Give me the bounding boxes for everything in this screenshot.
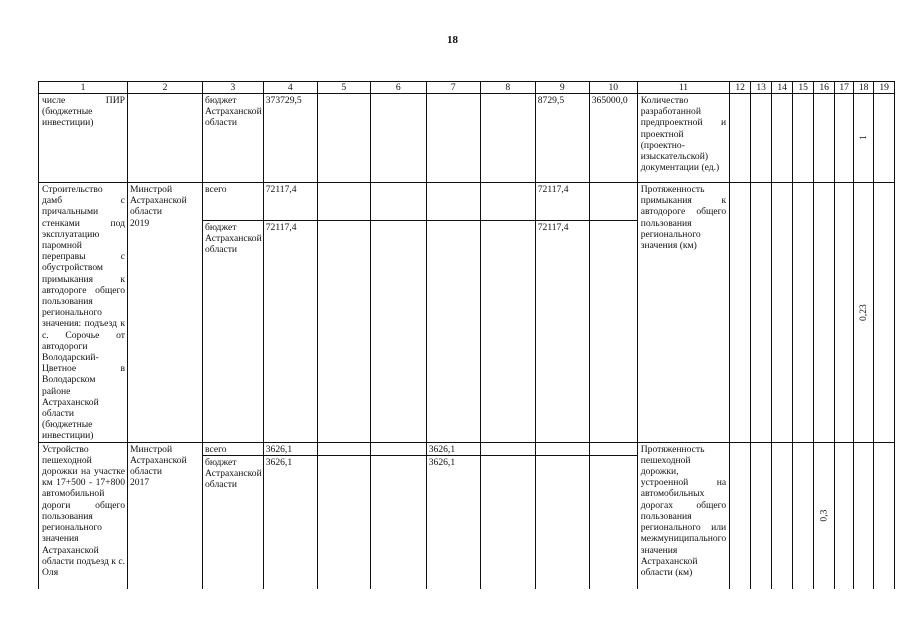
col-header-14: 14 (772, 82, 793, 94)
responsible-org: Минстрой Астраханской области (130, 184, 187, 218)
col-header-2: 2 (128, 82, 203, 94)
indicator-col18-cell (854, 183, 874, 443)
amount-col8-cell (480, 220, 535, 442)
col-header-4: 4 (263, 82, 317, 94)
indicator-col16-cell (814, 183, 835, 443)
amount-col7-cell: 3626,1 (426, 442, 480, 455)
col-header-15: 15 (793, 82, 814, 94)
indicator-col19-cell (874, 442, 895, 589)
indicator-col16-cell (814, 442, 835, 589)
amount-col7-cell: 3626,1 (426, 455, 480, 589)
col-header-1: 1 (39, 82, 128, 94)
indicator-col17-cell (835, 94, 854, 183)
funding-source-cell: бюджет Астраханской области (203, 455, 264, 589)
indicator-col12-cell (730, 94, 751, 183)
indicator-col18-value: 1 (858, 135, 870, 141)
amount-col9-cell (535, 455, 589, 589)
amount-col4-cell: 3626,1 (263, 455, 317, 589)
amount-col5-cell (317, 220, 370, 442)
funding-source-cell: бюджет Астраханской области (203, 220, 264, 442)
amount-col4-cell: 3626,1 (263, 442, 317, 455)
indicator-col17-cell (835, 442, 854, 589)
indicator-col14-cell (772, 94, 793, 183)
indicator-col19-cell (874, 94, 895, 183)
amount-col6-cell (370, 442, 426, 455)
table-row (39, 183, 895, 221)
amount-col7-cell (426, 94, 480, 183)
indicator-col15-cell (793, 183, 814, 443)
amount-col6-cell (370, 183, 426, 221)
col-header-7: 7 (426, 82, 480, 94)
amount-col7-cell (426, 220, 480, 442)
col-header-6: 6 (370, 82, 426, 94)
amount-col9-cell: 72117,4 (535, 183, 589, 221)
indicator-col15-cell (793, 442, 814, 589)
amount-col5-cell (317, 455, 370, 589)
measure-name-cell: Устройство пешеходной дорожки на участке км 17+500 - 17+800 автомобильной дороги общего пользования регионального значения Астраханской области подъезд к с. Оля (39, 442, 128, 589)
indicator-col19-cell (874, 183, 895, 443)
indicator-col16-cell (814, 94, 835, 183)
indicator-col17-cell (835, 183, 854, 443)
indicator-col18-value: 0,23 (858, 303, 870, 321)
col-header-12: 12 (730, 82, 751, 94)
indicator-col13-cell (751, 442, 772, 589)
amount-col8-cell (480, 455, 535, 589)
indicator-col12-cell (730, 442, 751, 589)
indicator-cell: Протяженность пешеходной дорожки, устроенной на автомобильных дорогах общего пользования регионального или межмуниципального значения Астраханской области (км) (637, 442, 729, 589)
funding-source-cell: всего (203, 442, 264, 455)
indicator-col16-value: 0,3 (818, 510, 830, 523)
table-row (39, 442, 895, 455)
amount-col8-cell (480, 94, 535, 183)
amount-col8-cell (480, 442, 535, 455)
indicator-col12-cell (730, 183, 751, 443)
col-header-10: 10 (589, 82, 637, 94)
table-row (39, 94, 895, 183)
col-header-16: 16 (814, 82, 835, 94)
responsible-cell (128, 183, 203, 443)
amount-col9-cell: 8729,5 (535, 94, 589, 183)
amount-col6-cell (370, 220, 426, 442)
indicator-col18-cell (854, 94, 874, 183)
amount-col10-cell (589, 455, 637, 589)
amount-col4-cell: 373729,5 (263, 94, 317, 183)
amount-col5-cell (317, 183, 370, 221)
indicator-cell: Количество разработанной предпроектной и проектной (проектно-изыскательской) документации (ед.) (637, 94, 729, 183)
indicator-cell: Протяженность примыкания к автодороге общего пользования регионального значения (км) (637, 183, 729, 443)
responsible-cell (128, 94, 203, 183)
col-header-9: 9 (535, 82, 589, 94)
amount-col9-cell: 72117,4 (535, 220, 589, 442)
implementation-year: 2017 (130, 477, 150, 489)
col-header-19: 19 (874, 82, 895, 94)
col-header-18: 18 (854, 82, 874, 94)
amount-col9-cell (535, 442, 589, 455)
funding-source-cell: всего (203, 183, 264, 221)
indicator-col14-cell (772, 183, 793, 443)
indicator-col18-cell (854, 442, 874, 589)
amount-col4-cell: 72117,4 (263, 183, 317, 221)
col-header-17: 17 (835, 82, 854, 94)
indicator-col15-cell (793, 94, 814, 183)
column-number-row (39, 82, 895, 94)
amount-col6-cell (370, 94, 426, 183)
implementation-year: 2019 (130, 217, 150, 229)
col-header-11: 11 (637, 82, 729, 94)
amount-col8-cell (480, 183, 535, 221)
page-number: 18 (447, 34, 458, 46)
indicator-col14-cell (772, 442, 793, 589)
responsible-cell (128, 442, 203, 589)
amount-col6-cell (370, 455, 426, 589)
amount-col10-cell (589, 183, 637, 221)
measure-name-cell: Строительство дамб с причальными стенками под эксплуатацию паромной переправы с обустройством примыкания к автодороге общего пользования регионального значения: подъезд к с. Сорочье от автодороги Володарский- Цветное в Володарском районе Астраханской области (бюджетные инвестиции) (39, 183, 128, 443)
col-header-13: 13 (751, 82, 772, 94)
amount-col5-cell (317, 94, 370, 183)
program-table (38, 81, 895, 589)
amount-col5-cell (317, 442, 370, 455)
measure-name-cell: числе ПИР (бюджетные инвестиции) (39, 94, 128, 183)
responsible-org: Минстрой Астраханской области (130, 443, 187, 478)
funding-source-cell: бюджет Астраханской области (203, 94, 264, 183)
col-header-5: 5 (317, 82, 370, 94)
indicator-col13-cell (751, 183, 772, 443)
amount-col10-cell (589, 220, 637, 442)
amount-col10-cell (589, 442, 637, 455)
amount-col4-cell: 72117,4 (263, 220, 317, 442)
col-header-3: 3 (203, 82, 264, 94)
col-header-8: 8 (480, 82, 535, 94)
amount-col7-cell (426, 183, 480, 221)
amount-col10-cell: 365000,0 (589, 94, 637, 183)
indicator-col13-cell (751, 94, 772, 183)
